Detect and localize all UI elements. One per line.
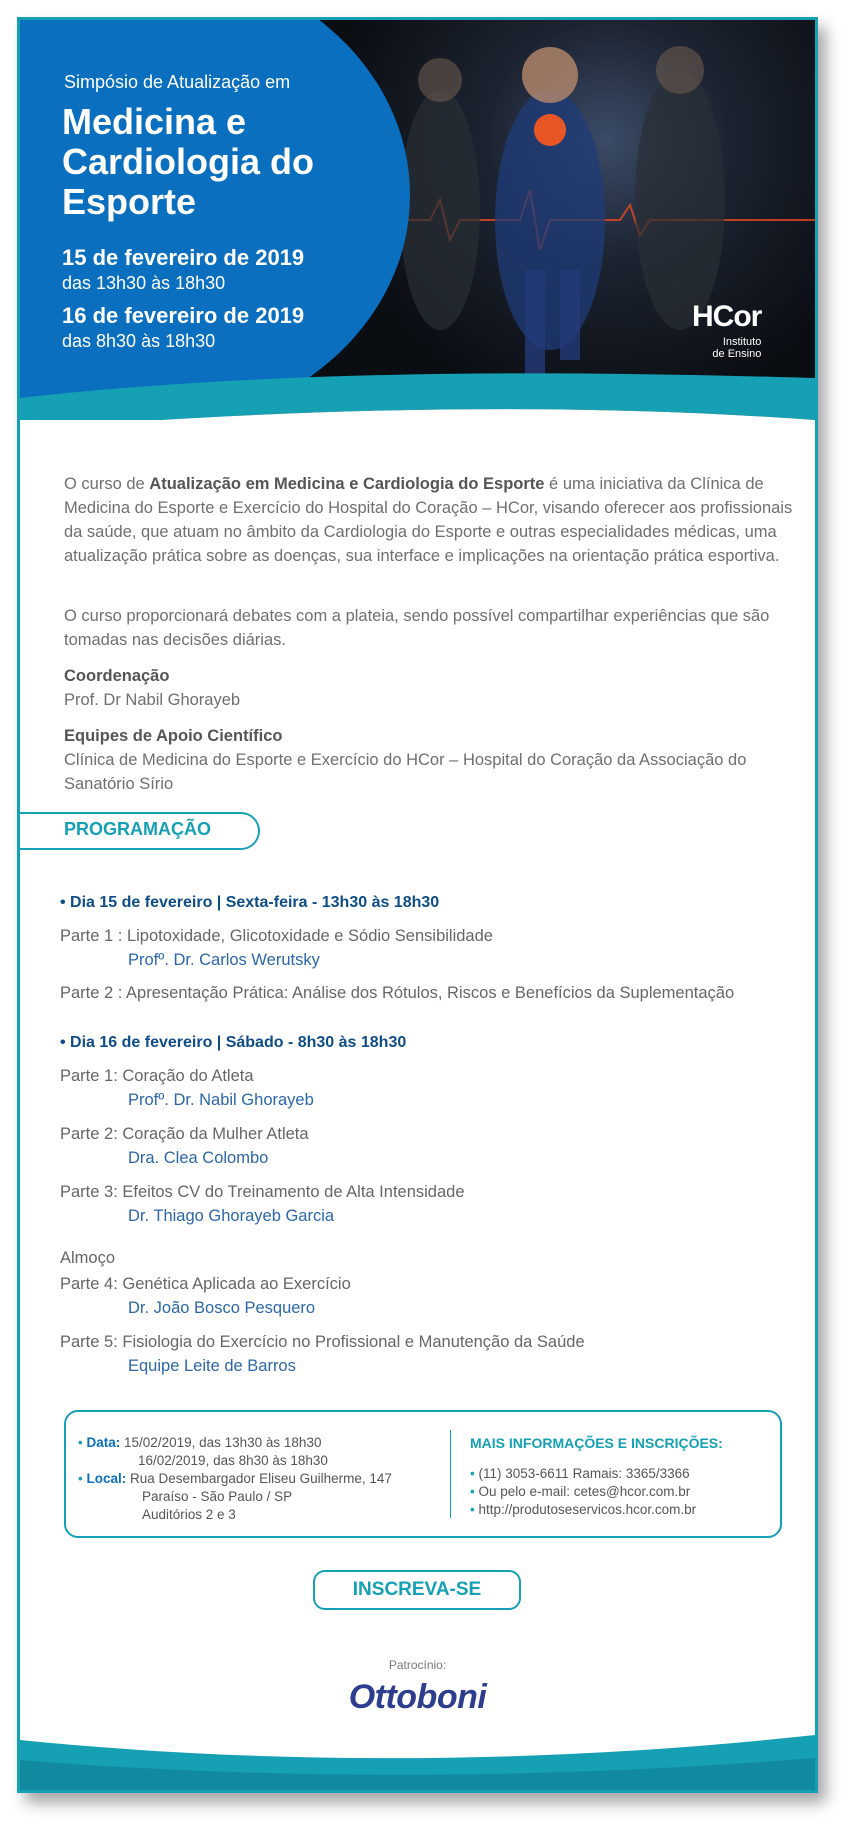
- day2-part-2: Parte 2: Coração da Mulher Atleta: [60, 1125, 309, 1143]
- email-card: [17, 17, 818, 1793]
- time-1: das 13h30 às 18h30: [62, 273, 226, 293]
- email-link[interactable]: Ou pelo e-mail: cetes@hcor.com.br: [478, 1484, 691, 1499]
- hero-subtitle: Simpósio de Atualização em: [64, 72, 291, 92]
- intro-paragraph-2: O curso proporcionará debates com a plateia, sendo possível compartilhar experiências que são tomadas nas decisões diárias.: [64, 607, 770, 649]
- more-info-email[interactable]: [470, 1484, 690, 1499]
- more-info-phone: [470, 1466, 690, 1481]
- apoio-text: Clínica de Medicina do Esporte e Exercício do HCor – Hospital do Coração da Associação do Sanatório Sírio: [64, 751, 747, 793]
- phone-text: (11) 3053-6611 Ramais: 3365/3366: [478, 1466, 690, 1481]
- info-data-line1: [78, 1435, 321, 1450]
- coordenacao-title: Coordenação: [64, 667, 170, 685]
- bullet-icon: •: [470, 1502, 475, 1517]
- day2-part-5: Parte 5: Fisiologia do Exercício no Profissional e Manutenção da Saúde: [60, 1333, 585, 1351]
- footer-wave: [20, 1720, 815, 1790]
- intro-bold: Atualização em Medicina e Cardiologia do Esporte: [149, 475, 545, 493]
- bullet-icon: •: [78, 1435, 83, 1450]
- time-2: das 8h30 às 18h30: [62, 331, 216, 351]
- hero-wave: [20, 360, 815, 420]
- day2-part-4: Parte 4: Genética Aplicada ao Exercício: [60, 1275, 351, 1293]
- day2-part-2-speaker: Dra. Clea Colombo: [128, 1149, 269, 1167]
- hero-title: Medicina e Cardiologia do Esporte: [62, 101, 314, 222]
- date-1: 15 de fevereiro de 2019: [62, 245, 305, 270]
- day-1-heading: • Dia 15 de fevereiro | Sexta-feira - 13h30 às 18h30: [60, 894, 440, 911]
- day2-part-3: Parte 3: Efeitos CV do Treinamento de Alta Intensidade: [60, 1183, 465, 1201]
- coordenacao-name: Prof. Dr Nabil Ghorayeb: [64, 691, 241, 709]
- intro-pre: O curso de: [64, 475, 150, 493]
- local-label: Local:: [86, 1471, 127, 1486]
- day2-part-5-speaker: Equipe Leite de Barros: [128, 1357, 296, 1375]
- more-info-url[interactable]: [470, 1502, 696, 1517]
- day1-part-1-speaker: Profº. Dr. Carlos Werutsky: [128, 951, 320, 969]
- url-link[interactable]: http://produtoseservicos.hcor.com.br: [478, 1502, 697, 1517]
- apoio-title: Equipes de Apoio Científico: [64, 727, 283, 745]
- bullet-icon: •: [470, 1466, 475, 1481]
- bullet-icon: •: [78, 1471, 83, 1486]
- more-info-title: MAIS INFORMAÇÕES E INSCRIÇÕES:: [470, 1435, 723, 1451]
- date-2: 16 de fevereiro de 2019: [62, 303, 305, 328]
- day1-part-2: Parte 2 : Apresentação Prática: Análise dos Rótulos, Riscos e Benefícios da Suplementação: [60, 984, 735, 1002]
- programacao-label: PROGRAMAÇÃO: [64, 819, 211, 839]
- sponsor-label: Patrocínio:: [388, 1658, 447, 1672]
- hero-banner: [20, 20, 815, 420]
- data-value-1: 15/02/2019, das 13h30 às 18h30: [124, 1435, 322, 1450]
- day2-part-1: Parte 1: Coração do Atleta: [60, 1067, 254, 1085]
- day1-part-1: Parte 1 : Lipotoxidade, Glicotoxidade e Sódio Sensibilidade: [60, 927, 493, 945]
- bullet-icon: •: [470, 1484, 475, 1499]
- hcor-logo-sub1: Instituto: [722, 336, 762, 348]
- day2-part-4-speaker: Dr. João Bosco Pesquero: [128, 1299, 316, 1317]
- day2-almoco: Almoço: [60, 1249, 116, 1267]
- local-value-1: Rua Desembargador Eliseu Guilherme, 147: [130, 1471, 392, 1486]
- day-2-heading: • Dia 16 de fevereiro | Sábado - 8h30 às 18h30: [60, 1034, 407, 1051]
- hcor-logo-text: HCor: [692, 300, 762, 333]
- data-label: Data:: [86, 1435, 121, 1450]
- info-local-line3: Auditórios 2 e 3: [142, 1507, 236, 1522]
- hcor-logo-sub2: de Ensino: [712, 348, 762, 360]
- hcor-logo: [692, 300, 761, 360]
- info-data-line2: 16/02/2019, das 8h30 às 18h30: [138, 1453, 328, 1468]
- info-divider: [450, 1430, 451, 1518]
- intro-post: é uma iniciativa da Clínica de Medicina do Esporte e Exercício do Hospital do Coração – HCor, visando oferecer aos profissionais da saúde, que atuam no âmbito da Cardiologia do Esporte e outras especialidades médicas, uma atualização prática sobre as doenças, sua interface e implicações na orientação prática esportiva.: [64, 475, 793, 565]
- inscreva-se-button[interactable]: INSCREVA-SE: [313, 1570, 521, 1610]
- info-local-line1: [78, 1471, 392, 1486]
- ottoboni-logo: Ottoboni: [348, 1678, 487, 1716]
- info-local-line2: Paraíso - São Paulo / SP: [142, 1489, 293, 1504]
- day2-part-3-speaker: Dr. Thiago Ghorayeb Garcia: [128, 1207, 335, 1225]
- intro-paragraph: [64, 472, 794, 568]
- day2-part-1-speaker: Profº. Dr. Nabil Ghorayeb: [128, 1091, 314, 1109]
